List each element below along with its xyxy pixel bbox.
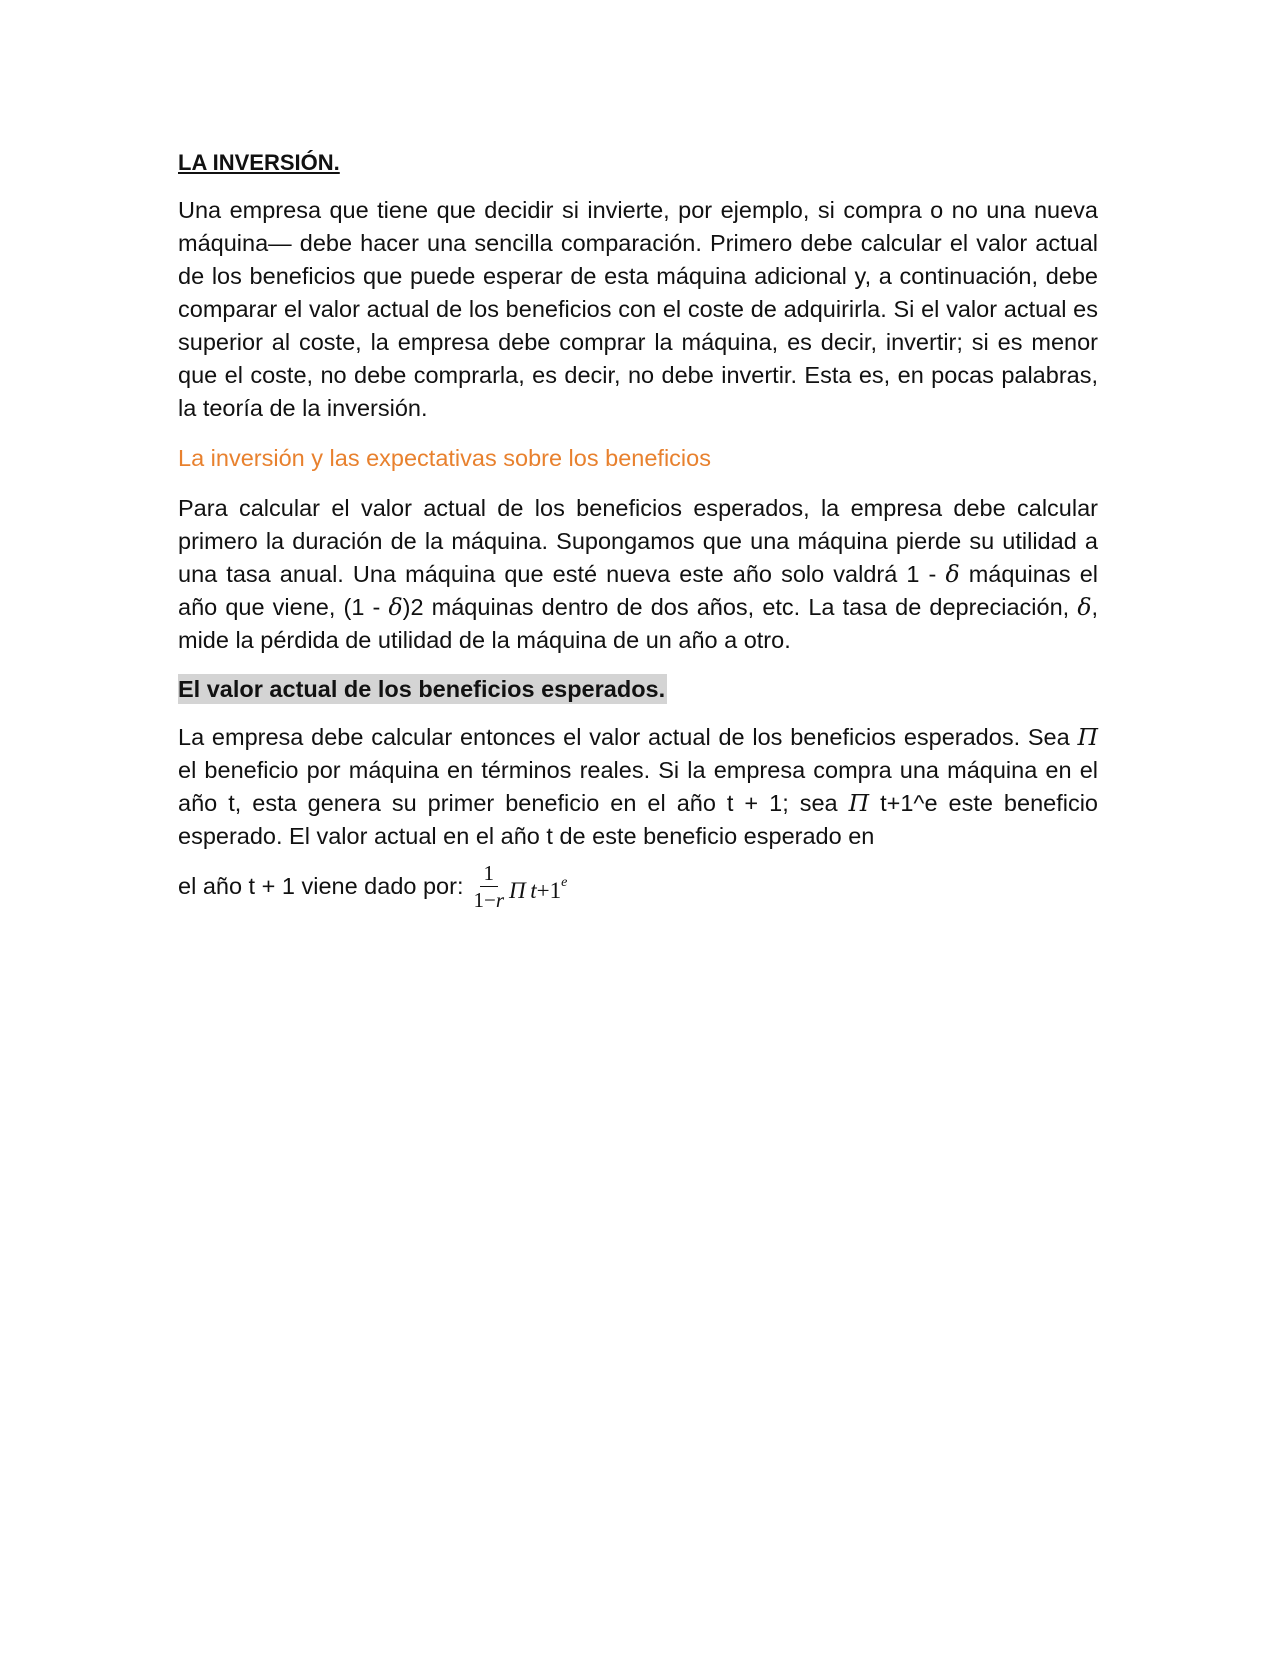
paragraph-text: La empresa debe calcular entonces el valor actual de los beneficios esperados. Sea xyxy=(178,724,1078,750)
paragraph-text: , mide la pérdida de utilidad de la máquina de un año a otro. xyxy=(178,594,1098,653)
document-title: LA INVERSIÓN. xyxy=(178,150,340,175)
paragraph-text: t+1^e este beneficio esperado. El valor actual en el año t de este beneficio esperado en xyxy=(178,790,1098,849)
delta-symbol: δ xyxy=(945,560,960,588)
delta-symbol: δ xyxy=(388,593,403,621)
pi-symbol: Π xyxy=(1077,723,1098,751)
section-heading-expectativas: La inversión y las expectativas sobre los beneficios xyxy=(178,445,711,471)
formula-expression xyxy=(509,866,567,907)
paragraph-text: máquinas el año que viene, (1 - xyxy=(178,561,1098,620)
present-value-paragraph xyxy=(178,721,1098,853)
highlighted-heading-wrapper xyxy=(178,674,1098,704)
pi-symbol: Π xyxy=(848,789,870,817)
paragraph-text: el beneficio por máquina en términos reales. Si la empresa compra una máquina en el año t, esta genera su primer beneficio en el año t + 1; sea xyxy=(178,757,1098,816)
paragraph-text: )2 máquinas dentro de dos años, etc. La tasa de depreciación, xyxy=(402,594,1078,620)
fraction xyxy=(471,861,506,912)
formula-line xyxy=(178,861,1098,912)
denominator-variable: r xyxy=(495,888,505,912)
document-page xyxy=(178,148,1098,912)
formula-intro-text: el año t + 1 viene dado por: xyxy=(178,873,464,899)
formula-t: t xyxy=(530,878,537,903)
fraction-denominator xyxy=(471,887,506,912)
paragraph-text: Para calcular el valor actual de los beneficios esperados, la empresa debe calcular primero la duración de la máquina. Supongamos que una máquina pierde su utilidad a una tasa anual. Una máquina que esté nueva este año solo valdrá 1 - xyxy=(178,495,1098,587)
formula-plus-one: +1 xyxy=(536,878,562,903)
section-heading-valor-actual: El valor actual de los beneficios esperados. xyxy=(178,676,666,702)
fraction-numerator: 1 xyxy=(480,861,499,887)
intro-paragraph: Una empresa que tiene que decidir si invierte, por ejemplo, si compra o no una nueva máquina— debe hacer una sencilla comparación. Primero debe calcular el valor actual de los beneficios que puede esperar de esta máquina adicional y, a continuación, debe comparar el valor actual de los beneficios con el coste de adquirirla. Si el valor actual es superior al coste, la empresa debe comprar la máquina, es decir, invertir; si es menor que el coste, no debe comprarla, es decir, no debe invertir. Esta es, en pocas palabras, la teoría de la inversión. xyxy=(178,197,1098,421)
present-value-formula xyxy=(471,861,567,912)
delta-symbol: δ xyxy=(1077,593,1092,621)
depreciation-paragraph xyxy=(178,492,1098,657)
formula-superscript: e xyxy=(561,875,568,890)
formula-pi: Π xyxy=(509,878,526,903)
denominator-constant: 1− xyxy=(473,888,496,912)
